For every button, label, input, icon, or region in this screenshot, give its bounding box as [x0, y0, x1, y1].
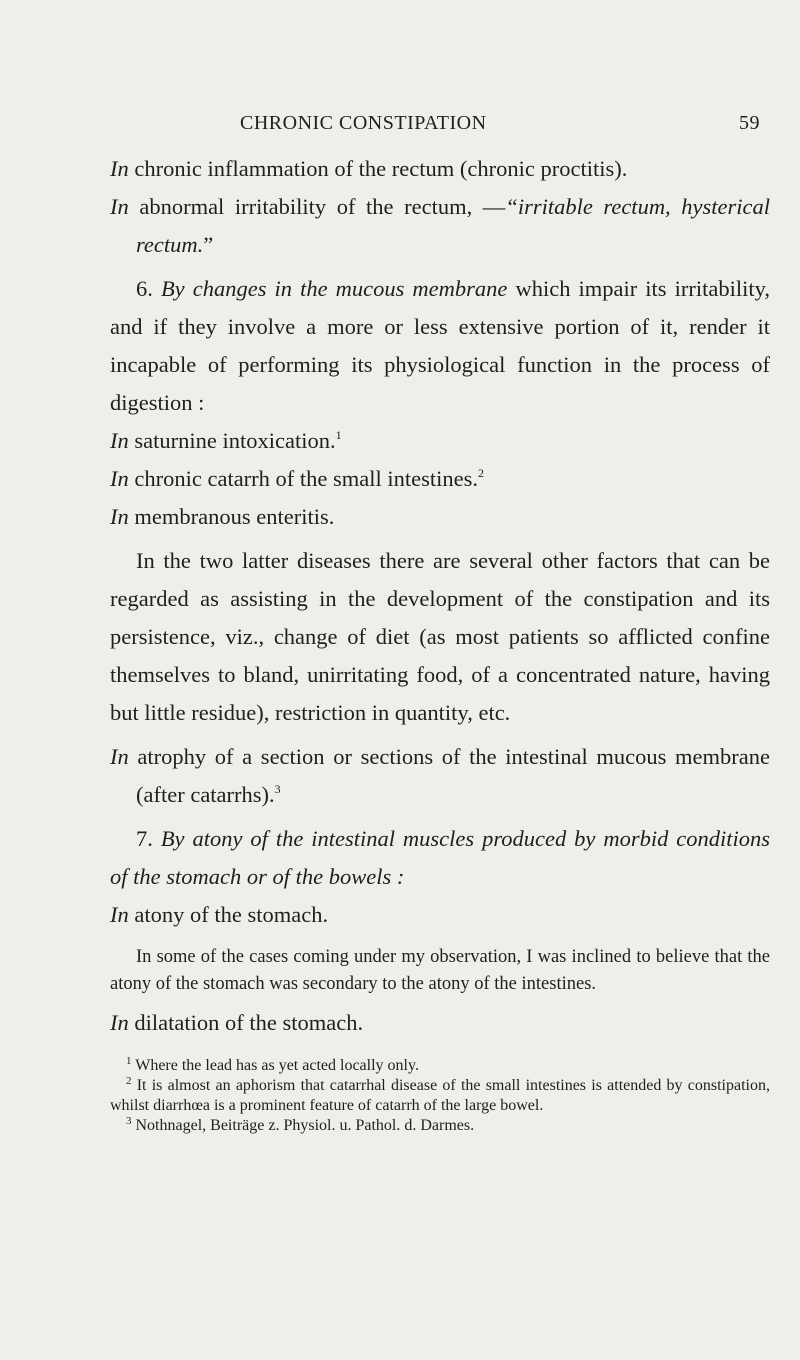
italic-in: In — [110, 156, 129, 181]
paragraph-catarrh — [110, 460, 770, 498]
paragraph-text: atony of the stomach. — [128, 902, 329, 927]
main-text — [110, 150, 770, 1136]
paragraph-text: which impair its irritability, and if they involve a more or less extensive portion of it, render it incapable of performing its physiological function in the process of digestion : — [110, 276, 771, 415]
italic-in: In — [110, 504, 129, 529]
paragraph-chronic-proctitis — [110, 150, 770, 188]
paragraph-saturnine — [110, 422, 770, 460]
paragraph-atrophy — [110, 738, 770, 814]
italic-in: In — [110, 428, 129, 453]
italic-heading: By changes in the mucous membrane — [160, 276, 508, 301]
running-title: CHRONIC CONSTIPATION — [240, 112, 487, 134]
footnote-mark: 2 — [126, 1075, 132, 1087]
footnote-ref: 1 — [335, 428, 342, 442]
footnote-3 — [110, 1116, 770, 1136]
italic-heading: By atony of the intestinal muscles produced by morbid conditions of the stomach or of the bowels : — [110, 826, 771, 889]
paragraph-latter-diseases: In the two latter diseases there are several other factors that can be regarded as assisting in the development of the constipation and its persistence, viz., change of diet (as most patients so afflicted confine themselves to bland, unirritating food, of a concentrated nature, having but little residue), restriction in quantity, etc. — [110, 548, 770, 725]
paragraph-atony-stomach — [110, 896, 770, 934]
paragraph-text: abnormal irritability of the rectum, — — [128, 194, 506, 219]
paragraph-atony-muscles — [110, 820, 770, 896]
paragraph-enteritis — [110, 498, 770, 536]
paragraph-text: chronic catarrh of the small intestines. — [128, 466, 479, 491]
footnote-ref: 2 — [478, 466, 485, 480]
footnote-1 — [110, 1056, 770, 1076]
italic-in: In — [110, 902, 129, 927]
running-header — [240, 112, 760, 142]
footnote-text: Nothnagel, Beiträge z. Physiol. u. Pathol. d. Darmes. — [131, 1117, 475, 1134]
italic-quote: “irritable rectum, hysterical rectum. — [136, 194, 771, 257]
footnote-text: Where the lead has as yet acted locally only. — [131, 1057, 419, 1074]
footnote-mark: 3 — [126, 1115, 132, 1127]
italic-in: In — [110, 466, 129, 491]
paragraph-observation: In some of the cases coming under my observation, I was inclined to believe that the atony of the stomach was secondary to the atony of the intestines. — [110, 947, 770, 994]
paragraph-text: chronic inflammation of the rectum (chronic proctitis). — [128, 156, 628, 181]
footnote-mark: 1 — [126, 1055, 132, 1067]
paragraph-text: dilatation of the stomach. — [128, 1010, 364, 1035]
paragraph-irritable-rectum — [110, 188, 770, 264]
closing-quote: ” — [203, 232, 214, 257]
footnote-text: It is almost an aphorism that catarrhal disease of the small intestines is attended by constipation, whilst diarrhœa is a prominent feature of catarrh of the large bowel. — [110, 1077, 770, 1114]
paragraph-text: membranous enteritis. — [128, 504, 335, 529]
paragraph-text: saturnine intoxication. — [128, 428, 336, 453]
italic-in: In — [110, 194, 129, 219]
footnote-2 — [110, 1076, 770, 1116]
footnote-ref: 3 — [274, 782, 281, 796]
section-number: 7. — [136, 826, 161, 851]
paragraph-dilatation — [110, 1004, 770, 1042]
paragraph-text: atrophy of a section or sections of the intestinal mucous membrane (after catarrhs). — [128, 744, 770, 807]
footnotes — [110, 1056, 770, 1136]
italic-in: In — [110, 1010, 129, 1035]
italic-in: In — [110, 744, 129, 769]
page-number: 59 — [739, 112, 760, 134]
paragraph-mucous-membrane — [110, 270, 770, 422]
section-number: 6. — [136, 276, 161, 301]
